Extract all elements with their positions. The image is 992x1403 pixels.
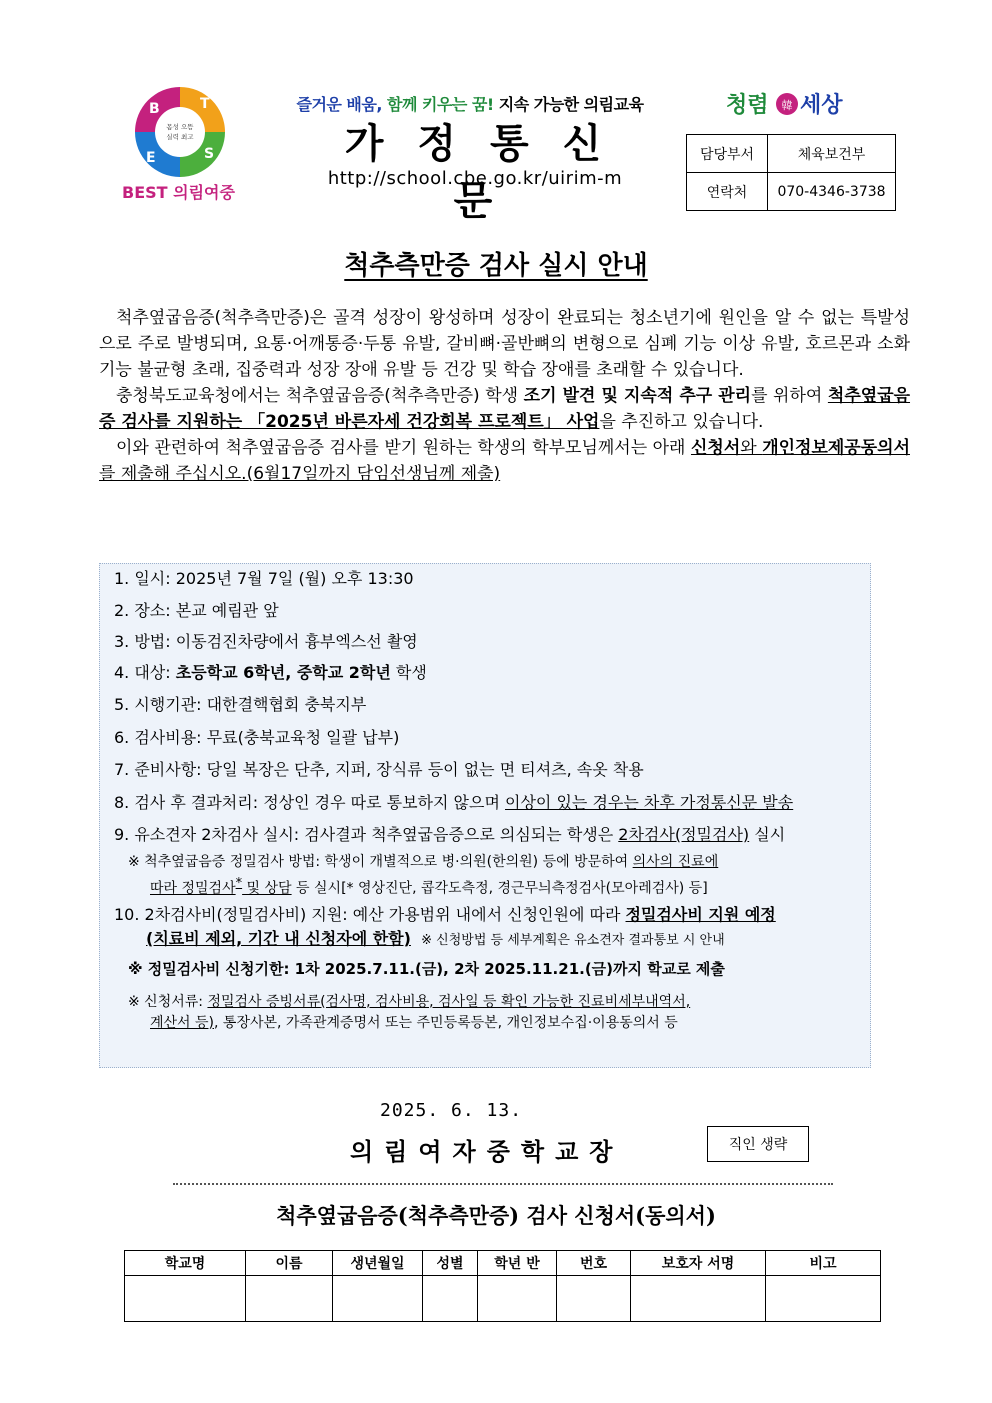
- intro-paragraph-2: 충청북도교육청에서는 척추옆굽음증(척추측만증) 학생 조기 발견 및 지속적 추구 관리를 위하여 척추옆굽음증 검사를 지원하는 「2025년 바른자세 건강회복 프로젝트」 사업을 추진하고 있습니다.: [99, 386, 911, 432]
- input-name[interactable]: [246, 1276, 333, 1322]
- col-name: 이름: [246, 1251, 333, 1276]
- svg-text:T: T: [200, 96, 210, 112]
- input-gender[interactable]: [423, 1276, 478, 1322]
- svg-text:S: S: [204, 146, 215, 162]
- info-item-second-test: 9. 유소견자 2차검사 실시: 검사결과 척추옆굽음증으로 의심되는 학생은 2차검사(정밀검사) 실시: [114, 825, 786, 844]
- col-school: 학교명: [125, 1251, 246, 1276]
- intro-text: [99, 305, 910, 487]
- input-remarks[interactable]: [766, 1276, 881, 1322]
- input-birth[interactable]: [333, 1276, 423, 1322]
- form-title: 척추옆굽음증(척추측만증) 검사 신청서(동의서): [276, 1203, 716, 1228]
- note-deadline: ※ 정밀검사비 신청기한: 1차 2025.7.11.(금), 2차 2025.11.21.(금)까지 학교로 제출: [128, 960, 725, 978]
- svg-text:B: B: [149, 101, 160, 117]
- input-school[interactable]: [125, 1276, 246, 1322]
- school-url[interactable]: http://school.cbe.go.kr/uirim-m: [327, 168, 623, 189]
- phone-value: 070-4346-3738: [768, 173, 896, 211]
- motto-logo: [722, 84, 862, 124]
- note-precision-method: ※ 척추옆굽음증 정밀검사 방법: 학생이 개별적으로 병·의원(한의원) 등에 방문하여 의사의 진료에 따라 정밀검사* 및 상담 등 실시[* 영상진단, 콥각도측정, 경근무늬측정검사(모아레검사) 등]: [128, 854, 719, 897]
- motto-icon: [722, 84, 862, 124]
- newsletter-title: 가정통신문: [344, 121, 636, 224]
- phone-label: 연락처: [687, 173, 768, 211]
- svg-text:실력 최고: 실력 최고: [166, 133, 194, 141]
- col-number: 번호: [557, 1251, 631, 1276]
- main-title: 척추측만증 검사 실시 안내: [344, 251, 648, 281]
- application-form-table: [124, 1250, 881, 1322]
- col-guardian-signature: 보호자 서명: [631, 1251, 766, 1276]
- seal-box: 직인 생략: [707, 1126, 809, 1162]
- issue-date: 2025. 6. 13.: [380, 1100, 523, 1121]
- svg-text:E: E: [146, 150, 156, 166]
- best-logo-icon: [120, 82, 260, 207]
- col-class: 학년 반: [478, 1251, 557, 1276]
- slogan-part3: 지속 가능한 의림교육: [498, 95, 644, 114]
- col-birth: 생년월일: [333, 1251, 423, 1276]
- info-item-method: 3. 방법: 이동검진차량에서 흉부엑스선 촬영: [114, 632, 418, 651]
- cut-line: [173, 1183, 833, 1185]
- info-box: [99, 563, 871, 1068]
- svg-text:몸성 으뜸: 몸성 으뜸: [166, 123, 194, 131]
- slogan-part1: 즐거운 배움,: [296, 95, 382, 114]
- dept-label: 담당부서: [687, 135, 768, 173]
- info-item-date: 1. 일시: 2025년 7월 7일 (월) 오후 13:30: [114, 569, 414, 588]
- input-guardian-signature[interactable]: [631, 1276, 766, 1322]
- col-gender: 성별: [423, 1251, 478, 1276]
- school-logo: [120, 82, 260, 207]
- info-item-agency: 5. 시행기관: 대한결핵협회 충북지부: [114, 695, 367, 714]
- intro-paragraph-1: 척추옆굽음증(척추측만증)은 골격 성장이 왕성하며 성장이 완료되는 청소년기에 원인을 알 수 없는 특발성으로 주로 발병되며, 요통·어깨통증·두통 유발, 갈비뼈·골반뼈의 변형으로 심폐 기능 이상 유발, 호르몬과 소화 기능 불균형 초래, 집중력과 성장 장애 유발 등 건강 및 학습 장애를 초래할 수 있습니다.: [99, 308, 910, 380]
- info-item-subsidy: 10. 2차검사비(정밀검사비) 지원: 예산 가용범위 내에서 신청인원에 따라 정밀검사비 지원 예정 (치료비 제외, 기간 내 신청자에 한함) ※ 신청방법 등 세부계획은 유소견자 결과통보 시 안내: [114, 905, 776, 948]
- input-class[interactable]: [478, 1276, 557, 1322]
- info-item-result: 8. 검사 후 결과처리: 정상인 경우 따로 통보하지 않으며 이상이 있는 경우는 차후 가정통신문 발송: [114, 793, 794, 812]
- svg-text:BEST 의림여중: BEST 의림여중: [122, 183, 235, 202]
- dept-value: 체육보건부: [768, 135, 896, 173]
- intro-paragraph-3: 이와 관련하여 척추옆굽음증 검사를 받기 원하는 학생의 학부모님께서는 아래 신청서와 개인정보제공동의서를 제출해 주십시오.(6월17일까지 담임선생님께 제출): [99, 438, 910, 484]
- info-item-cost: 6. 검사비용: 무료(충북교육청 일괄 납부): [114, 728, 400, 747]
- contact-table: [686, 134, 896, 211]
- info-item-target: 4. 대상: 초등학교 6학년, 중학교 2학년 학생: [114, 663, 427, 682]
- col-remarks: 비고: [766, 1251, 881, 1276]
- note-documents: ※ 신청서류: 정밀검사 증빙서류(검사명, 검사비용, 검사일 등 확인 가능한 진료비세부내역서, 계산서 등), 통장사본, 가족관계증명서 또는 주민등록등본, 개인정보수집·이용동의서 등: [128, 994, 691, 1031]
- svg-text:세상: 세상: [800, 92, 843, 118]
- info-item-place: 2. 장소: 본교 예림관 앞: [114, 601, 279, 620]
- slogan-part2: 함께 키우는 꿈!: [387, 95, 494, 114]
- svg-text:韓: 韓: [781, 99, 793, 112]
- principal-name: 의림여자중학교장: [350, 1137, 624, 1166]
- input-number[interactable]: [557, 1276, 631, 1322]
- info-item-prep: 7. 준비사항: 당일 복장은 단추, 지퍼, 장식류 등이 없는 면 티셔츠, 속옷 착용: [114, 760, 644, 779]
- svg-text:청렴: 청렴: [726, 92, 769, 118]
